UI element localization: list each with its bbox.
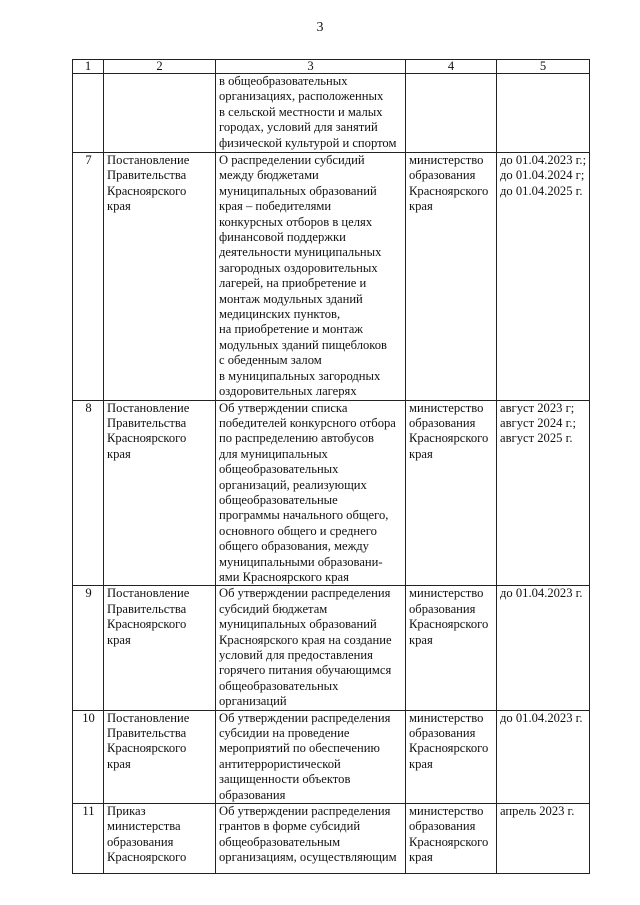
document-title: Об утверждении распределения субсидий бюджетам муниципальных образований Красноярского края на создание условий для предоставления горячего питания обучающимся общеобразовательных организаций [216, 586, 406, 710]
column-header: 5 [497, 60, 590, 74]
row-number [73, 74, 104, 153]
document-title: О распределении субсидий между бюджетами муниципальных образований края – победителями конкурсных отборов в целях финансовой поддержки деятельности муниципальных загородных оздоровительных лагерей, на приобретение и монтаж модульных зданий медицинских пунктов, на приобретение и монтаж модульных зданий пищеблоков с обеденным залом в муниципальных загородных оздоровительных лагерях [216, 153, 406, 401]
document-type: Приказ министерства образования Красноярского [104, 804, 216, 874]
responsible-body: министерство образования Красноярского края [406, 710, 497, 803]
responsible-body: министерство образования Красноярского края [406, 153, 497, 401]
document-type: Постановление Правительства Красноярского края [104, 400, 216, 586]
table-row [73, 153, 590, 401]
deadline: до 01.04.2023 г. [497, 586, 590, 710]
deadline: до 01.04.2023 г.; до 01.04.2024 г; до 01.04.2025 г. [497, 153, 590, 401]
column-header: 4 [406, 60, 497, 74]
responsible-body: министерство образования Красноярского края [406, 804, 497, 874]
deadline: август 2023 г; август 2024 г.; август 2025 г. [497, 400, 590, 586]
plan-table [72, 59, 590, 874]
deadline: до 01.04.2023 г. [497, 710, 590, 803]
row-number: 7 [73, 153, 104, 401]
document-type: Постановление Правительства Красноярского края [104, 153, 216, 401]
document-title: Об утверждении распределения субсидии на проведение мероприятий по обеспечению антитеррористической защищенности объектов образования [216, 710, 406, 803]
row-number: 9 [73, 586, 104, 710]
column-header: 3 [216, 60, 406, 74]
responsible-body: министерство образования Красноярского края [406, 400, 497, 586]
deadline [497, 74, 590, 153]
table-row [73, 804, 590, 874]
table-header-row [73, 60, 590, 74]
table-row [73, 400, 590, 586]
document-type: Постановление Правительства Красноярского края [104, 586, 216, 710]
table-row [73, 74, 590, 153]
responsible-body: министерство образования Красноярского края [406, 586, 497, 710]
row-number: 10 [73, 710, 104, 803]
document-title: в общеобразовательных организациях, расположенных в сельской местности и малых городах, условий для занятий физической культурой и спортом [216, 74, 406, 153]
document-title: Об утверждении распределения грантов в форме субсидий общеобразовательным организациям, осуществляющим [216, 804, 406, 874]
responsible-body [406, 74, 497, 153]
document-type [104, 74, 216, 153]
document-type: Постановление Правительства Красноярского края [104, 710, 216, 803]
column-header: 2 [104, 60, 216, 74]
row-number: 8 [73, 400, 104, 586]
deadline: апрель 2023 г. [497, 804, 590, 874]
row-number: 11 [73, 804, 104, 874]
page-number: 3 [316, 20, 324, 35]
table-row [73, 586, 590, 710]
column-header: 1 [73, 60, 104, 74]
document-title: Об утверждении списка победителей конкурсного отбора по распределению автобусов для муниципальных общеобразовательных организаций, реализующих общеобразовательные программы начального общего, основного общего и среднего общего образования, между муниципальными образовани- ями Красноярского края [216, 400, 406, 586]
table-row [73, 710, 590, 803]
